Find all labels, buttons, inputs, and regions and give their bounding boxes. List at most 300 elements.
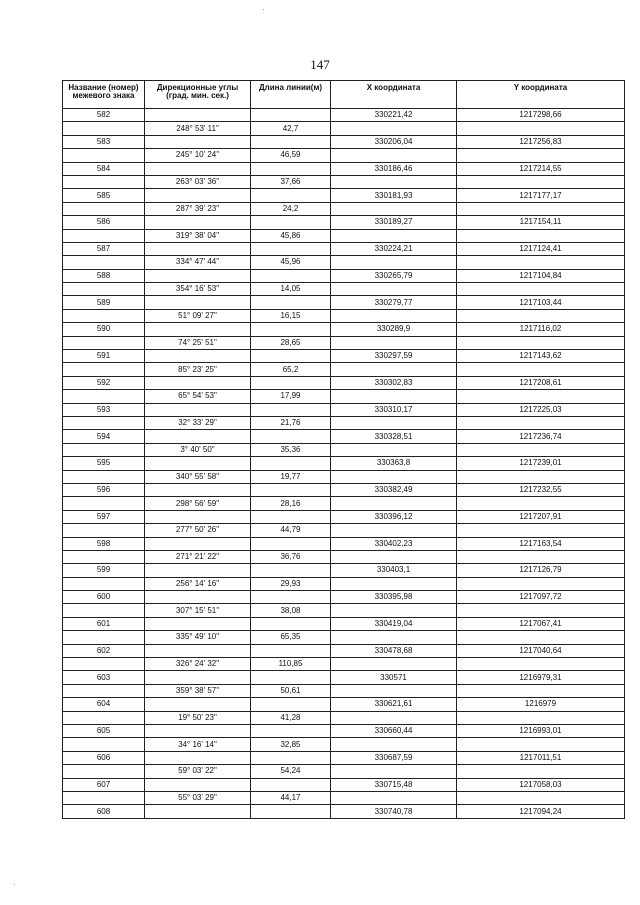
empty-cell [331,175,457,188]
table-body [63,109,625,819]
line-length: 46,59 [251,149,331,162]
empty-cell [145,403,251,416]
point-name: 605 [63,724,145,737]
point-x: 330224,21 [331,242,457,255]
point-row [63,135,625,148]
empty-cell [331,631,457,644]
empty-cell [251,617,331,630]
empty-cell [145,296,251,309]
empty-cell [457,524,625,537]
empty-cell [63,122,145,135]
point-y: 1217116,02 [457,323,625,336]
point-y: 1216979 [457,698,625,711]
empty-cell [457,122,625,135]
empty-cell [145,537,251,550]
empty-cell [331,738,457,751]
empty-cell [251,483,331,496]
line-angle: 307° 15' 51" [145,604,251,617]
line-row [63,765,625,778]
line-angle: 340° 55' 58" [145,470,251,483]
empty-cell [331,550,457,563]
empty-cell [251,591,331,604]
point-x: 330289,9 [331,323,457,336]
point-row [63,751,625,764]
point-x: 330382,49 [331,483,457,496]
point-x: 330715,48 [331,778,457,791]
line-row [63,283,625,296]
empty-cell [63,175,145,188]
empty-cell [457,550,625,563]
line-length: 14,05 [251,283,331,296]
line-length: 42,7 [251,122,331,135]
header-length: Длина линии(м) [251,81,331,109]
line-length: 44,79 [251,524,331,537]
line-length: 38,08 [251,604,331,617]
empty-cell [63,256,145,269]
point-x: 330265,79 [331,269,457,282]
empty-cell [457,738,625,751]
point-name: 601 [63,617,145,630]
point-x: 330221,42 [331,109,457,122]
empty-cell [457,711,625,724]
point-row [63,216,625,229]
point-y: 1217256,83 [457,135,625,148]
empty-cell [251,296,331,309]
empty-cell [63,684,145,697]
point-y: 1217040,64 [457,644,625,657]
line-length: 45,96 [251,256,331,269]
empty-cell [63,791,145,804]
point-y: 1216979,31 [457,671,625,684]
empty-cell [457,604,625,617]
line-length: 28,16 [251,497,331,510]
point-y: 1217067,41 [457,617,625,630]
line-row [63,416,625,429]
empty-cell [63,738,145,751]
point-y: 1217104,84 [457,269,625,282]
point-name: 597 [63,510,145,523]
point-x: 330189,27 [331,216,457,229]
header-x: X координата [331,81,457,109]
empty-cell [331,684,457,697]
point-y: 1217298,66 [457,109,625,122]
line-length: 16,15 [251,309,331,322]
empty-cell [457,497,625,510]
scan-speck [14,884,15,885]
line-row [63,577,625,590]
line-angle: 248° 53' 11" [145,122,251,135]
empty-cell [331,524,457,537]
point-y: 1217207,91 [457,510,625,523]
line-angle: 335° 49' 10" [145,631,251,644]
line-angle: 277° 50' 26" [145,524,251,537]
empty-cell [331,390,457,403]
empty-cell [457,175,625,188]
line-angle: 65° 54' 53" [145,390,251,403]
empty-cell [251,162,331,175]
empty-cell [63,550,145,563]
point-y: 1217163,54 [457,537,625,550]
empty-cell [63,577,145,590]
line-row [63,309,625,322]
point-row [63,430,625,443]
empty-cell [331,363,457,376]
line-length: 17,99 [251,390,331,403]
header-row [63,81,625,109]
line-angle: 326° 24' 32" [145,658,251,671]
empty-cell [145,751,251,764]
point-x: 330181,93 [331,189,457,202]
line-length: 41,28 [251,711,331,724]
empty-cell [457,631,625,644]
line-angle: 298° 56' 59" [145,497,251,510]
point-x: 330310,17 [331,403,457,416]
point-name: 599 [63,564,145,577]
empty-cell [331,229,457,242]
point-y: 1217103,44 [457,296,625,309]
empty-cell [331,122,457,135]
point-name: 582 [63,109,145,122]
empty-cell [145,350,251,363]
point-row [63,403,625,416]
point-name: 602 [63,644,145,657]
empty-cell [145,483,251,496]
empty-cell [63,229,145,242]
empty-cell [145,591,251,604]
line-row [63,256,625,269]
line-length: 24,2 [251,202,331,215]
empty-cell [145,189,251,202]
point-y: 1216993,01 [457,724,625,737]
line-angle: 354° 16' 53" [145,283,251,296]
point-row [63,242,625,255]
point-y: 1217097,72 [457,591,625,604]
empty-cell [145,724,251,737]
header-y: Y координата [457,81,625,109]
line-row [63,658,625,671]
line-row [63,524,625,537]
point-name: 589 [63,296,145,309]
point-x: 330396,12 [331,510,457,523]
line-angle: 287° 39' 23" [145,202,251,215]
empty-cell [63,658,145,671]
empty-cell [331,443,457,456]
empty-cell [63,202,145,215]
empty-cell [331,470,457,483]
empty-cell [145,269,251,282]
empty-cell [145,617,251,630]
empty-cell [457,443,625,456]
point-row [63,350,625,363]
empty-cell [331,497,457,510]
line-row [63,470,625,483]
line-row [63,604,625,617]
line-length: 35,36 [251,443,331,456]
empty-cell [145,135,251,148]
empty-cell [251,644,331,657]
line-length: 21,76 [251,416,331,429]
line-row [63,390,625,403]
empty-cell [457,309,625,322]
point-x: 330687,59 [331,751,457,764]
line-row [63,336,625,349]
point-name: 587 [63,242,145,255]
line-row [63,738,625,751]
point-name: 584 [63,162,145,175]
point-name: 595 [63,457,145,470]
line-length: 32,85 [251,738,331,751]
line-length: 45,86 [251,229,331,242]
empty-cell [331,711,457,724]
empty-cell [63,149,145,162]
empty-cell [63,283,145,296]
line-length: 28,65 [251,336,331,349]
line-row [63,175,625,188]
point-name: 594 [63,430,145,443]
point-y: 1217225,03 [457,403,625,416]
line-angle: 263° 03' 36" [145,175,251,188]
point-y: 1217236,74 [457,430,625,443]
line-length: 37,66 [251,175,331,188]
point-name: 604 [63,698,145,711]
point-row [63,724,625,737]
line-length: 19,77 [251,470,331,483]
empty-cell [251,376,331,389]
empty-cell [63,711,145,724]
point-x: 330186,46 [331,162,457,175]
empty-cell [145,510,251,523]
point-y: 1217094,24 [457,805,625,818]
point-row [63,564,625,577]
header-angle: Дирекционные углы (град. мин. сек.) [145,81,251,109]
coordinates-table [62,80,625,819]
empty-cell [331,765,457,778]
point-x: 330395,98 [331,591,457,604]
empty-cell [145,778,251,791]
empty-cell [457,684,625,697]
empty-cell [251,135,331,148]
empty-cell [251,216,331,229]
point-row [63,805,625,818]
line-length: 110,85 [251,658,331,671]
line-angle: 74° 25' 51" [145,336,251,349]
point-x: 330279,77 [331,296,457,309]
empty-cell [251,457,331,470]
point-name: 598 [63,537,145,550]
line-angle: 34° 16' 14" [145,738,251,751]
empty-cell [145,376,251,389]
point-x: 330740,78 [331,805,457,818]
line-length: 65,2 [251,363,331,376]
point-row [63,296,625,309]
empty-cell [251,510,331,523]
empty-cell [145,242,251,255]
empty-cell [251,350,331,363]
empty-cell [251,698,331,711]
scan-speck [263,9,264,10]
line-angle: 334° 47' 44" [145,256,251,269]
empty-cell [251,189,331,202]
empty-cell [145,430,251,443]
empty-cell [251,751,331,764]
empty-cell [331,791,457,804]
point-y: 1217232,55 [457,483,625,496]
empty-cell [457,577,625,590]
point-name: 600 [63,591,145,604]
empty-cell [145,698,251,711]
point-y: 1217143,62 [457,350,625,363]
line-angle: 245° 10' 24" [145,149,251,162]
point-x: 330660,44 [331,724,457,737]
point-x: 330206,04 [331,135,457,148]
line-row [63,443,625,456]
point-row [63,698,625,711]
page-number: 147 [310,57,330,72]
line-length: 54,24 [251,765,331,778]
empty-cell [63,765,145,778]
empty-cell [457,791,625,804]
empty-cell [251,269,331,282]
line-angle: 59° 03' 22" [145,765,251,778]
empty-cell [457,765,625,778]
point-name: 586 [63,216,145,229]
empty-cell [331,577,457,590]
empty-cell [145,457,251,470]
point-y: 1217124,41 [457,242,625,255]
line-row [63,122,625,135]
line-row [63,550,625,563]
empty-cell [251,323,331,336]
point-name: 606 [63,751,145,764]
line-length: 44,17 [251,791,331,804]
empty-cell [63,631,145,644]
point-x: 330403,1 [331,564,457,577]
empty-cell [145,644,251,657]
empty-cell [251,805,331,818]
empty-cell [63,443,145,456]
empty-cell [145,216,251,229]
empty-cell [457,363,625,376]
point-y: 1217214,55 [457,162,625,175]
point-row [63,189,625,202]
empty-cell [331,658,457,671]
line-angle: 256° 14' 16" [145,577,251,590]
empty-cell [251,242,331,255]
point-y: 1217011,51 [457,751,625,764]
empty-cell [251,403,331,416]
line-row [63,363,625,376]
point-row [63,269,625,282]
point-row [63,162,625,175]
empty-cell [251,430,331,443]
line-row [63,631,625,644]
empty-cell [63,309,145,322]
empty-cell [63,524,145,537]
point-name: 588 [63,269,145,282]
empty-cell [145,671,251,684]
point-row [63,109,625,122]
point-y: 1217126,79 [457,564,625,577]
line-row [63,202,625,215]
empty-cell [331,202,457,215]
line-angle: 55° 03' 29" [145,791,251,804]
empty-cell [331,336,457,349]
line-length: 50,61 [251,684,331,697]
empty-cell [145,805,251,818]
empty-cell [63,497,145,510]
point-name: 591 [63,350,145,363]
point-y: 1217154,11 [457,216,625,229]
empty-cell [251,564,331,577]
empty-cell [63,604,145,617]
point-name: 603 [63,671,145,684]
line-angle: 51° 09' 27" [145,309,251,322]
empty-cell [331,604,457,617]
point-name: 607 [63,778,145,791]
line-row [63,497,625,510]
point-row [63,323,625,336]
line-angle: 3° 40' 50" [145,443,251,456]
empty-cell [331,309,457,322]
point-y: 1217208,61 [457,376,625,389]
line-row [63,684,625,697]
point-name: 592 [63,376,145,389]
point-x: 330328,51 [331,430,457,443]
point-x: 330419,04 [331,617,457,630]
empty-cell [63,470,145,483]
empty-cell [457,283,625,296]
point-name: 593 [63,403,145,416]
line-length: 65,35 [251,631,331,644]
empty-cell [145,323,251,336]
point-x: 330402,23 [331,537,457,550]
point-row [63,510,625,523]
empty-cell [251,109,331,122]
point-name: 608 [63,805,145,818]
point-y: 1217239,01 [457,457,625,470]
line-angle: 85° 23' 25" [145,363,251,376]
empty-cell [251,537,331,550]
point-row [63,483,625,496]
empty-cell [63,390,145,403]
header-name: Название (номер) межевого знака [63,81,145,109]
point-row [63,537,625,550]
point-row [63,778,625,791]
point-row [63,591,625,604]
empty-cell [331,149,457,162]
line-angle: 19° 50' 23" [145,711,251,724]
empty-cell [331,416,457,429]
point-y: 1217177,17 [457,189,625,202]
empty-cell [251,671,331,684]
empty-cell [251,778,331,791]
empty-cell [63,363,145,376]
empty-cell [63,416,145,429]
line-angle: 32° 33' 29" [145,416,251,429]
point-x: 330297,59 [331,350,457,363]
empty-cell [457,336,625,349]
empty-cell [457,149,625,162]
line-angle: 319° 38' 04" [145,229,251,242]
point-name: 583 [63,135,145,148]
empty-cell [145,162,251,175]
point-row [63,457,625,470]
empty-cell [457,390,625,403]
line-row [63,229,625,242]
empty-cell [457,229,625,242]
line-length: 36,76 [251,550,331,563]
point-x: 330478,68 [331,644,457,657]
